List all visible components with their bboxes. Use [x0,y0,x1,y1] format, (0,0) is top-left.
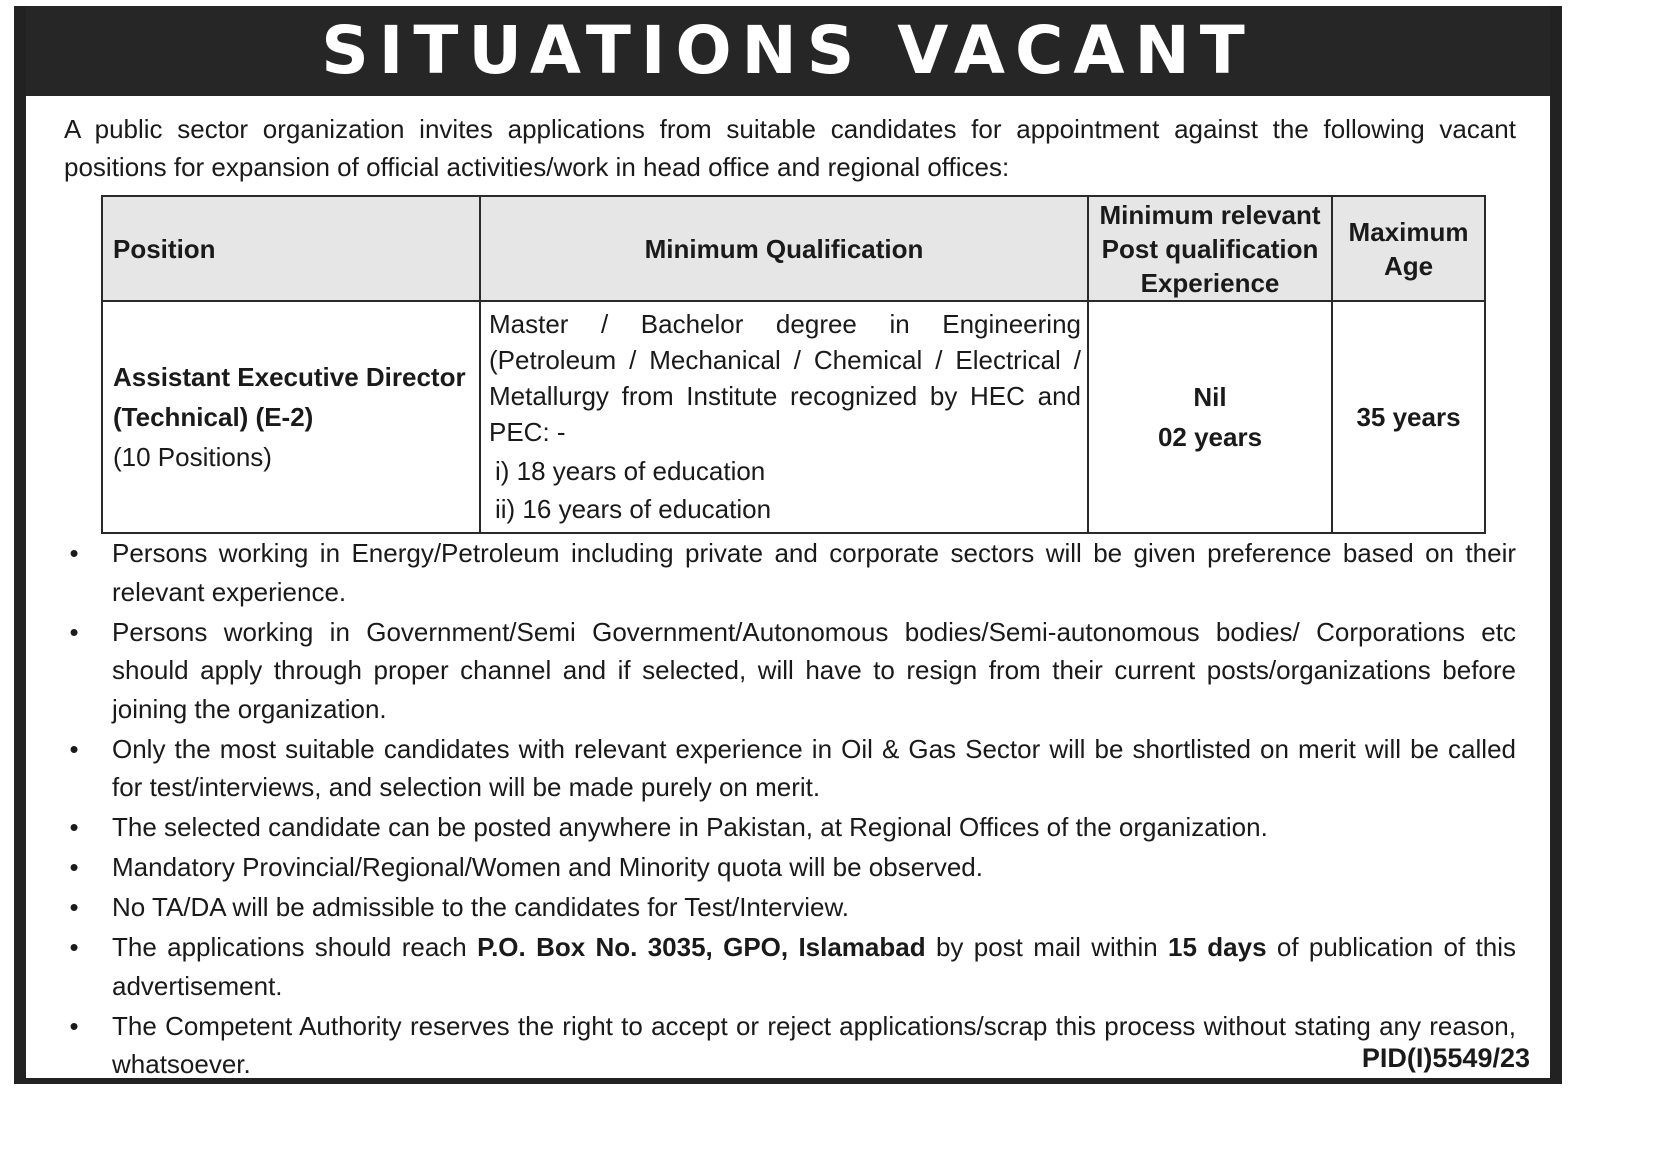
list-item [64,848,1516,887]
intro-paragraph: A public sector organization invites applications from suitable candidates for appointment against the following vacant positions for expansion of official activities/work in head office and regional offices: [64,114,1516,182]
conditions-list [64,534,1516,1085]
list-item [64,888,1516,927]
max-age-cell: 35 years [1332,301,1485,533]
position-count: (10 Positions) [113,442,272,472]
list-item [64,808,1516,847]
pid-number: PID(I)5549/23 [1361,1043,1530,1073]
application-prefix: The applications should reach [112,932,467,962]
bullet-icon: • [69,812,79,842]
bullet-icon: • [69,892,79,922]
position-title: Assistant Executive Director (Technical) (E-2) [113,362,466,432]
bullet-icon: • [69,852,79,882]
deadline: 15 days [1168,932,1267,962]
position-cell [102,301,480,533]
list-item [64,730,1516,807]
title-banner [26,6,1550,96]
bullet-text: Only the most suitable candidates with relevant experience in Oil & Gas Sector will be shortlisted on merit will be called for test/interviews, and selection will be made purely on merit. [112,733,1516,802]
table-header-row [102,196,1485,301]
header-experience: Minimum relevant Post qualification Experience [1088,196,1332,301]
bullet-icon: • [69,1010,79,1041]
qualification-cell [480,301,1088,533]
experience-value: 02 years [1157,422,1263,452]
bullet-icon: • [69,733,79,764]
positions-table [101,195,1486,534]
bullet-icon: • [69,616,79,647]
bullet-icon: • [69,538,79,568]
application-suffix: of publication of this advertisement. [112,932,1516,1001]
bullet-icon: • [69,932,79,962]
bullet-text: The selected candidate can be posted anywhere in Pakistan, at Regional Offices of the organization. [112,812,1268,842]
experience-cell [1088,301,1332,533]
application-middle: by post mail within [935,932,1158,962]
list-item [64,613,1516,729]
header-position: Position [102,196,480,301]
list-item: ii) 16 years of education [495,494,772,524]
advertisement [14,6,1562,1084]
table-row [102,301,1485,533]
bullet-text: The Competent Authority reserves the right to accept or reject applications/scrap this process without stating any reason, whatsoever. [112,1010,1516,1079]
list-item [64,928,1516,1005]
qualification-text: Master / Bachelor degree in Engineering (Petroleum / Mechanical / Chemical / Electrical / Metallurgy from Institute recognized by HEC and PEC: - [489,309,1081,447]
postal-address: P.O. Box No. 3035, GPO, Islamabad [477,932,926,962]
list-item [64,1007,1516,1084]
bullet-text: Persons working in Energy/Petroleum including private and corporate sectors will be given preference based on their relevant experience. [112,538,1516,607]
page-title: SITUATIONS VACANT [321,12,1255,89]
header-age: Maximum Age [1332,196,1485,301]
bullet-text: No TA/DA will be admissible to the candidates for Test/Interview. [112,892,850,922]
list-item: i) 18 years of education [495,456,766,486]
header-qualification: Minimum Qualification [480,196,1088,301]
bullet-text: Persons working in Government/Semi Government/Autonomous bodies/Semi-autonomous bodies/ Corporations etc should apply through proper channel and if selected, will have to resign from their current posts/organizations before joining the organization. [112,616,1516,724]
list-item [64,534,1516,611]
experience-value: Nil [1193,382,1227,412]
qualification-list [495,452,1081,528]
bullet-text: Mandatory Provincial/Regional/Women and Minority quota will be observed. [112,852,983,882]
